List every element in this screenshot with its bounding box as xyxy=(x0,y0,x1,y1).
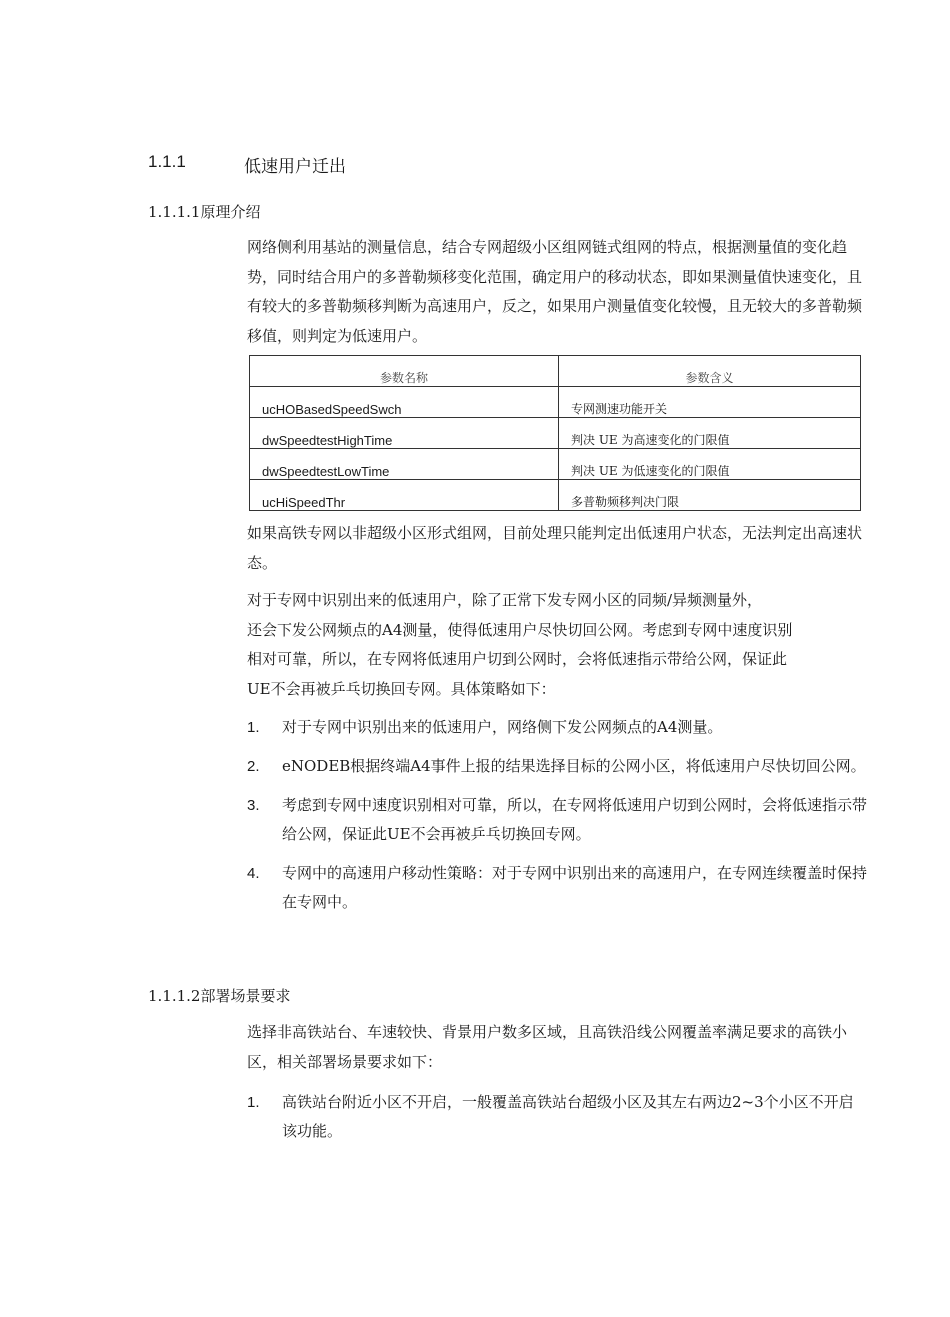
table-row xyxy=(250,418,861,449)
param-name: dwSpeedtestHighTime xyxy=(250,418,559,449)
subsection-number: 1.1.1.2 xyxy=(148,987,201,1005)
strategy-line: UE不会再被乒乓切换回专网。具体策略如下： xyxy=(247,679,556,698)
list-item-number: 4. xyxy=(247,865,260,882)
list-item-text: eNODEB根据终端A4事件上报的结果选择目标的公网小区，将低速用户尽快切回公网。 xyxy=(282,757,866,775)
section-title: 低速用户迁出 xyxy=(244,157,346,176)
list-item xyxy=(247,859,867,917)
list-item-number: 2. xyxy=(247,758,260,775)
parameter-table xyxy=(249,355,861,511)
strategy-paragraph xyxy=(247,586,887,704)
note-paragraph xyxy=(247,519,862,578)
param-desc: 判决 UE 为高速变化的门限值 xyxy=(559,418,861,449)
param-name: ucHiSpeedThr xyxy=(250,480,559,511)
param-name: dwSpeedtestLowTime xyxy=(250,449,559,480)
deploy-list xyxy=(247,1088,867,1146)
strategy-line: 对于专网中识别出来的低速用户，除了正常下发专网小区的同频/异频测量外， xyxy=(247,591,763,609)
param-desc: 专网测速功能开关 xyxy=(559,387,861,418)
list-item xyxy=(247,752,867,781)
strategy-line: 还会下发公网频点的A4测量，使得低速用户尽快切回公网。考虑到专网中速度识别 xyxy=(247,620,793,639)
section-heading xyxy=(148,152,346,176)
table-row xyxy=(250,480,861,511)
list-item-number: 3. xyxy=(247,797,260,814)
subsection-title: 原理介绍 xyxy=(200,203,261,221)
intro-text: 网络侧利用基站的测量信息，结合专网超级小区组网链式组网的特点，根据测量值的变化趋势，同时结合用户的多普勒频移变化范围，确定用户的移动状态，即如果测量值快速变化，且有较大的多普勒频移判断为高速用户，反之，如果用户测量值变化较慢，且无较大的多普勒频移值，则判定为低速用户。 xyxy=(247,238,863,345)
table-row xyxy=(250,449,861,480)
param-desc: 多普勒频移判决门限 xyxy=(559,480,861,511)
subsection-heading-principle xyxy=(148,201,261,222)
intro-paragraph xyxy=(247,233,862,351)
list-item xyxy=(247,791,867,849)
note-text: 如果高铁专网以非超级小区形式组网，目前处理只能判定出低速用户状态，无法判定出高速状态。 xyxy=(247,524,863,572)
strategy-list xyxy=(247,713,867,917)
deploy-intro-paragraph xyxy=(247,1018,862,1077)
list-item-text: 对于专网中识别出来的低速用户，网络侧下发公网频点的A4测量。 xyxy=(282,718,723,736)
section-number: 1.1.1 xyxy=(148,152,186,171)
list-item-number: 1. xyxy=(247,1094,260,1111)
list-item-text: 考虑到专网中速度识别相对可靠，所以，在专网将低速用户切到公网时，会将低速指示带给公网，保证此UE不会再被乒乓切换回专网。 xyxy=(282,796,868,843)
list-item-text: 高铁站台附近小区不开启，一般覆盖高铁站台超级小区及其左右两边2~3个小区不开启该功能。 xyxy=(282,1093,854,1140)
table-row xyxy=(250,387,861,418)
table-header-desc: 参数含义 xyxy=(559,356,861,387)
strategy-line: 相对可靠，所以，在专网将低速用户切到公网时，会将低速指示带给公网，保证此 xyxy=(247,650,788,668)
subsection-number: 1.1.1.1 xyxy=(148,203,201,221)
table-header-name: 参数名称 xyxy=(250,356,559,387)
subsection-heading-deployment xyxy=(148,985,291,1006)
list-item-number: 1. xyxy=(247,719,260,736)
table-header-row xyxy=(250,356,861,387)
list-item-text: 专网中的高速用户移动性策略：对于专网中识别出来的高速用户，在专网连续覆盖时保持在专网中。 xyxy=(282,864,868,911)
deploy-intro-text: 选择非高铁站台、车速较快、背景用户数多区域，且高铁沿线公网覆盖率满足要求的高铁小区，相关部署场景要求如下： xyxy=(247,1023,848,1071)
param-desc: 判决 UE 为低速变化的门限值 xyxy=(559,449,861,480)
list-item xyxy=(247,1088,867,1146)
list-item xyxy=(247,713,867,742)
param-name: ucHOBasedSpeedSwch xyxy=(250,387,559,418)
subsection-title: 部署场景要求 xyxy=(200,987,291,1005)
